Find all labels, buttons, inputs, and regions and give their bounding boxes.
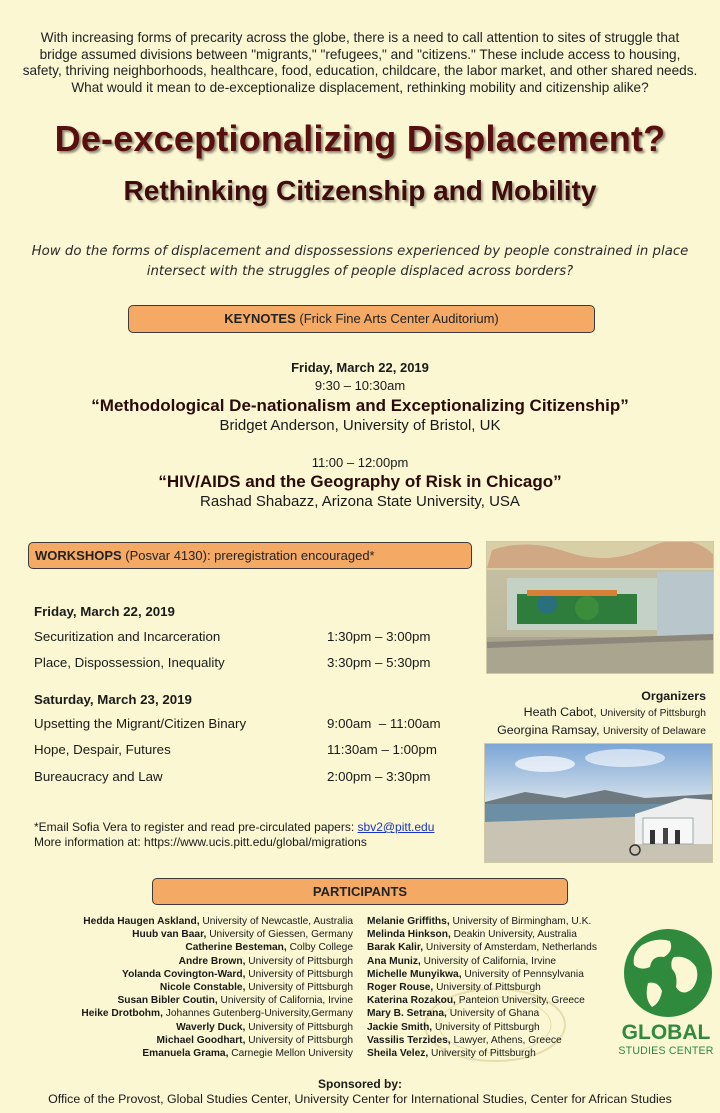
- keynotes-location: (Frick Fine Arts Center Auditorium): [299, 311, 499, 326]
- participant-affiliation: University of Birmingham, U.K.: [452, 916, 592, 927]
- session-name: Bureaucracy and Law: [34, 769, 163, 784]
- participant-affiliation: University of Pittsburgh: [248, 1021, 353, 1033]
- participant-affiliation: University of Pittsburgh: [248, 982, 353, 994]
- participant-affiliation: Deakin University, Australia: [453, 929, 577, 941]
- participant-affiliation: University of Amsterdam, Netherlands: [425, 942, 597, 954]
- participant-affiliation: University of Newcastle, Australia: [202, 916, 353, 927]
- participant-affiliation: University of Pittsburgh: [248, 955, 353, 967]
- page-subtitle: Rethinking Citizenship and Mobility: [123, 175, 597, 206]
- participant-name: Ana Muniz,: [367, 955, 421, 967]
- participant-affiliation: University of Ghana: [449, 1008, 540, 1020]
- participants-header-box: PARTICIPANTS: [152, 878, 568, 905]
- sponsor-text: Office of the Provost, Global Studies Center, University Center for International Studies, Center for African Studies: [48, 1092, 672, 1106]
- organizer-name: Heath Cabot,: [523, 705, 597, 719]
- participant: [367, 981, 637, 994]
- mural-image: [487, 542, 713, 673]
- participant-name: Susan Bibler Coutin,: [117, 995, 218, 1007]
- participant: [40, 994, 353, 1007]
- session-name: Hope, Despair, Futures: [34, 742, 171, 757]
- participant: [40, 981, 353, 994]
- keynote-1-title: “Methodological De-nationalism and Exceptionalizing Citizenship”: [91, 396, 629, 415]
- participant-name: Catherine Besteman,: [185, 942, 287, 954]
- email-link[interactable]: sbv2@pitt.edu: [357, 820, 435, 834]
- keynote-1-time: 9:30 – 10:30am: [314, 378, 406, 393]
- keynote-2-speaker: Rashad Shabazz, Arizona State University, USA: [200, 493, 520, 510]
- participant: [367, 915, 637, 928]
- keynotes-label: KEYNOTES: [224, 311, 296, 326]
- sponsor-heading: Sponsored by:: [317, 1077, 402, 1091]
- participant-name: Andre Brown,: [178, 955, 246, 967]
- logo-studies-center-text: STUDIES CENTER: [618, 1045, 714, 1057]
- participant-affiliation: University of Pittsburgh: [434, 1021, 540, 1033]
- participant-affiliation: Johannes Gutenberg-University,Germany: [165, 1008, 353, 1020]
- session-time: 11:30am – 1:00pm: [327, 742, 437, 757]
- participant: [367, 941, 637, 954]
- session-name: Upsetting the Migrant/Citizen Binary: [34, 716, 247, 731]
- workshop-day-saturday: Saturday, March 23, 2019: [34, 692, 192, 707]
- participant-affiliation: University of Giessen, Germany: [209, 929, 353, 941]
- participant-name: Vassilis Terzides,: [367, 1034, 451, 1046]
- keynotes-header-box: [128, 305, 595, 333]
- participant-name: Nicole Constable,: [159, 982, 246, 994]
- session-name: Place, Dispossession, Inequality: [34, 655, 225, 670]
- participant-name: Mary B. Setrana,: [367, 1008, 447, 1020]
- workshops-header-box: [28, 542, 472, 569]
- organizer-affiliation: University of Delaware: [602, 726, 706, 737]
- participant: [367, 1034, 637, 1047]
- participant-affiliation: University of California, Irvine: [423, 955, 557, 967]
- participant-affiliation: University of California, Irvine: [220, 995, 353, 1007]
- participant: [367, 928, 637, 941]
- participant: [40, 915, 353, 928]
- participant-name: Huub van Baar,: [132, 929, 207, 941]
- registration-note: [34, 820, 434, 850]
- register-text: *Email Sofia Vera to register and read pre-circulated papers:: [34, 820, 355, 834]
- participants-right-column: [367, 915, 637, 1060]
- participant-affiliation: University of Pittsburgh: [436, 982, 541, 994]
- session-time: 9:00am – 11:00am: [327, 716, 441, 731]
- workshop-day-friday: Friday, March 22, 2019: [34, 604, 175, 619]
- keynote-1-speaker: Bridget Anderson, University of Bristol, UK: [219, 417, 501, 434]
- participant: [40, 1034, 353, 1047]
- session-time: 3:30pm – 5:30pm: [327, 655, 431, 670]
- participant: [40, 1047, 353, 1060]
- participant-name: Melanie Griffiths,: [367, 916, 450, 927]
- participant: [40, 955, 353, 968]
- workshops-label: WORKSHOPS: [35, 548, 122, 563]
- participant-name: Sheila Velez,: [367, 1048, 429, 1060]
- session-name: Securitization and Incarceration: [34, 629, 221, 644]
- participant: [367, 968, 637, 981]
- participant-name: Heike Drotbohm,: [81, 1008, 163, 1020]
- intro-paragraph: With increasing forms of precarity across the globe, there is a need to call attention to sites of struggle that bridge assumed divisions between "migrants," "refugees," and "citizens." These include access to housing, safety, thriving neighborhoods, healthcare, food, education, childcare, the labor market, and other shared needs. What would it mean to de-exceptionalize displacement, rethinking mobility and citizenship alike?: [22, 30, 698, 95]
- organizer: [497, 722, 706, 740]
- participant-affiliation: Carnegie Mellon University: [231, 1048, 353, 1060]
- participant: [40, 1021, 353, 1034]
- participant-name: Jackie Smith,: [367, 1021, 433, 1033]
- keynote-2-time: 11:00 – 12:00pm: [311, 455, 409, 470]
- participant-name: Michael Goodhart,: [156, 1034, 246, 1046]
- participant: [40, 941, 353, 954]
- keynotes-date: Friday, March 22, 2019: [291, 360, 429, 375]
- participant: [40, 968, 353, 981]
- participant: [367, 994, 637, 1007]
- organizer-name: Georgina Ramsay,: [497, 723, 600, 737]
- participant-name: Hedda Haugen Askland,: [83, 916, 200, 927]
- keynote-2-title: “HIV/AIDS and the Geography of Risk in Chicago”: [158, 472, 562, 491]
- participant: [40, 1007, 353, 1020]
- organizers: [497, 688, 706, 740]
- logo-global-text: GLOBAL: [621, 1021, 711, 1044]
- organizer: [497, 704, 706, 722]
- organizer-affiliation: University of Pittsburgh: [600, 708, 706, 719]
- participant-name: Emanuela Grama,: [142, 1048, 229, 1060]
- mural-photo: [486, 541, 714, 674]
- participant-affiliation: Panteion University, Greece: [458, 995, 585, 1007]
- participant: [40, 928, 353, 941]
- participant-affiliation: Colby College: [289, 942, 353, 954]
- session-time: 2:00pm – 3:30pm: [327, 769, 431, 784]
- participant-name: Barak Kalir,: [367, 942, 424, 954]
- participant-name: Melinda Hinkson,: [367, 929, 451, 941]
- organizers-heading: Organizers: [641, 689, 706, 703]
- workshops-location: (Posvar 4130): preregistration encouraged*: [125, 548, 375, 563]
- participant: [367, 1021, 637, 1034]
- guiding-question: How do the forms of displacement and dispossessions experienced by people constrained in place intersect with the struggles of people displaced across borders?: [31, 244, 689, 279]
- participant-affiliation: University of Pennsylvania: [464, 968, 584, 980]
- port-image: [485, 744, 712, 862]
- page-title: De-exceptionalizing Displacement?: [54, 118, 666, 159]
- globe-icon: [622, 927, 714, 1019]
- participant: [367, 955, 637, 968]
- participant-name: Michelle Munyikwa,: [367, 968, 462, 980]
- participant-name: Katerina Rozakou,: [367, 995, 456, 1007]
- participant-name: Waverly Duck,: [176, 1021, 246, 1033]
- participant: [367, 1007, 637, 1020]
- participant: [367, 1047, 637, 1060]
- session-time: 1:30pm – 3:00pm: [327, 629, 431, 644]
- port-photo: [484, 743, 713, 863]
- participants-left-column: [40, 915, 353, 1060]
- more-info-text: More information at: https://www.ucis.pitt.edu/global/migrations: [34, 835, 367, 849]
- participant-name: Roger Rouse,: [367, 982, 434, 994]
- participant-affiliation: University of Pittsburgh: [248, 1034, 353, 1046]
- participant-affiliation: University of Pittsburgh: [431, 1048, 536, 1060]
- participant-name: Yolanda Covington-Ward,: [122, 968, 246, 980]
- participant-affiliation: Lawyer, Athens, Greece: [453, 1034, 562, 1046]
- participant-affiliation: University of Pittsburgh: [248, 968, 353, 980]
